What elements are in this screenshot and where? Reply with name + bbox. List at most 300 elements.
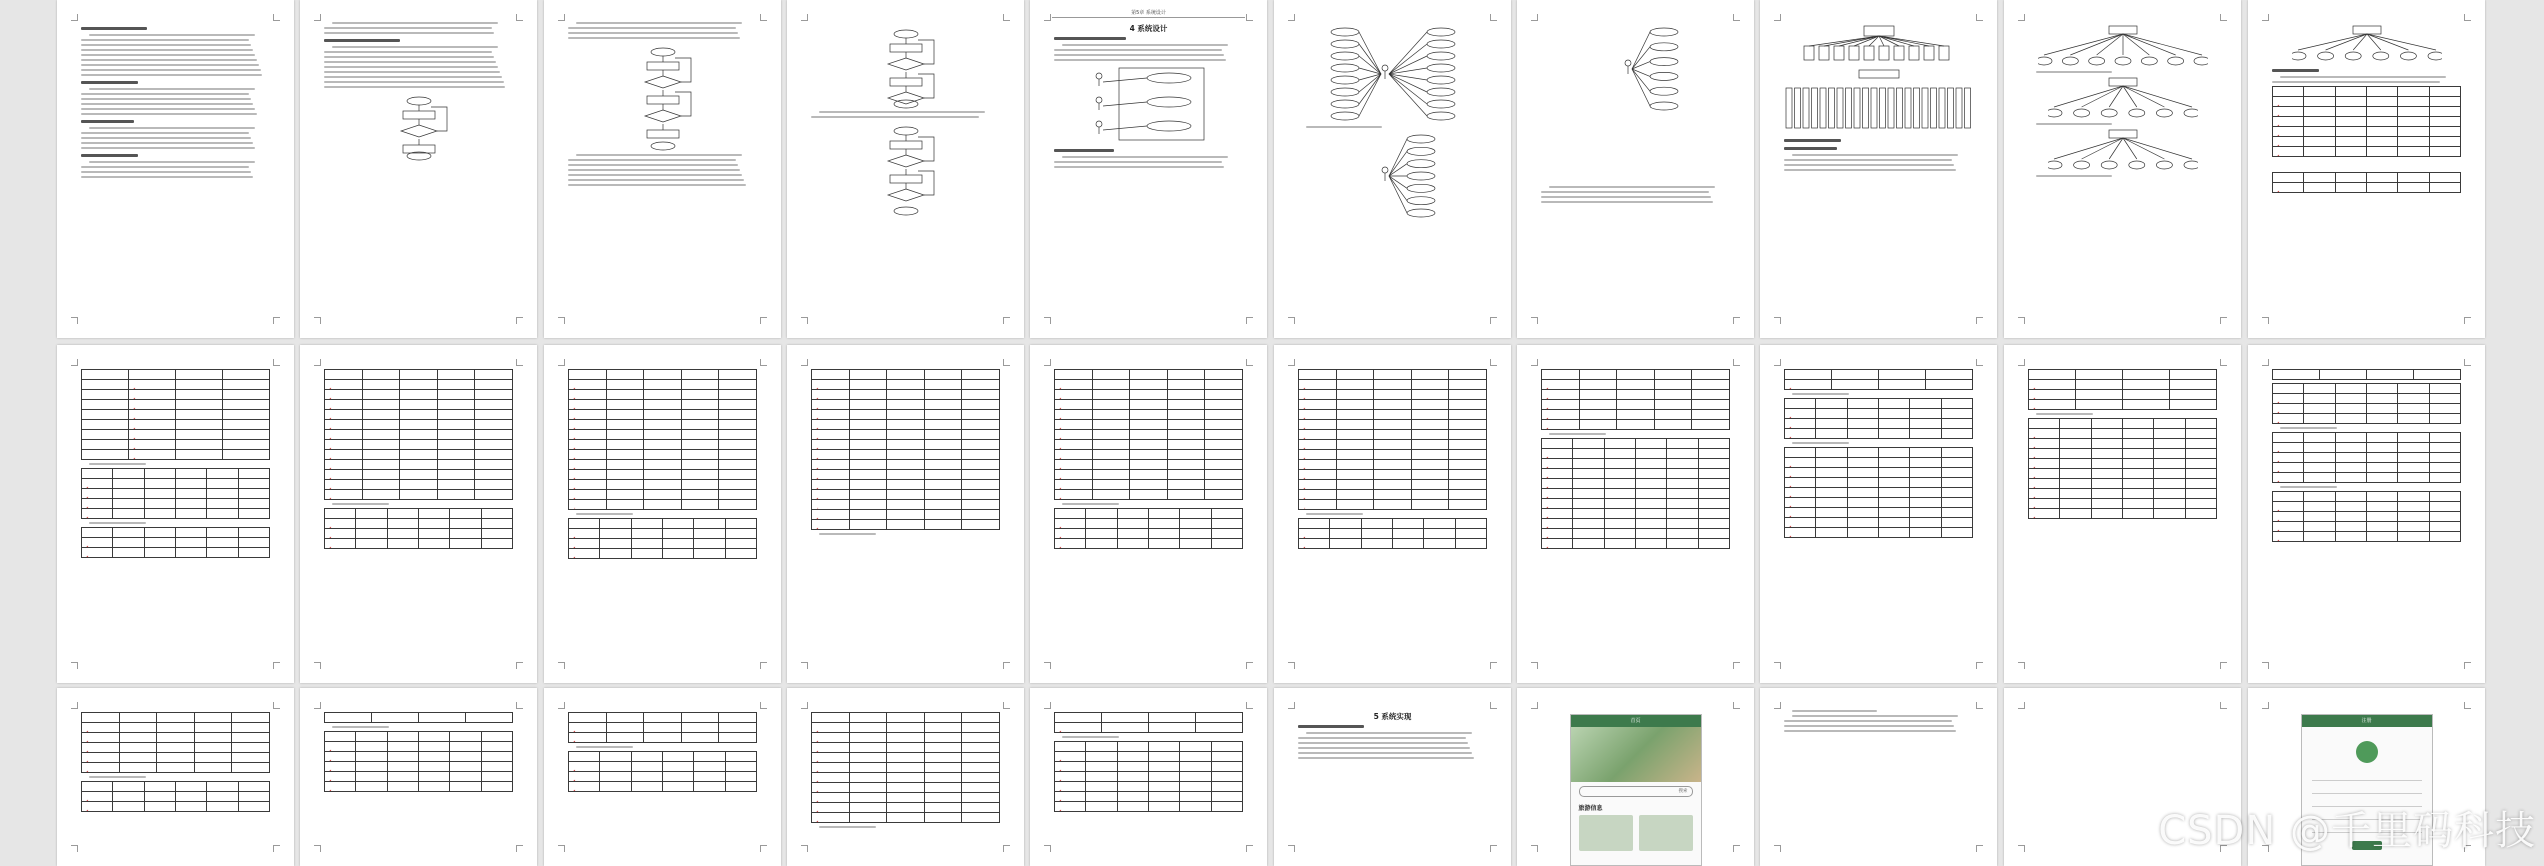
table-cell xyxy=(1604,449,1635,459)
table-cell xyxy=(1878,429,1909,439)
avatar[interactable] xyxy=(2356,741,2378,763)
table-cell xyxy=(662,539,693,549)
table-cell xyxy=(924,430,962,440)
table-row xyxy=(2273,512,2461,522)
table-cell xyxy=(144,792,175,802)
crop-mark xyxy=(273,317,280,324)
table-cell xyxy=(1816,478,1847,488)
table-cell xyxy=(1374,450,1412,460)
table-cell xyxy=(1130,390,1168,400)
crop-mark xyxy=(760,662,767,669)
table-cell xyxy=(606,500,644,510)
table-cell xyxy=(569,410,607,420)
table-row xyxy=(1299,519,1487,529)
table-cell xyxy=(1542,459,1573,469)
table-row xyxy=(812,723,1000,733)
crop-mark xyxy=(1490,317,1497,324)
table-cell xyxy=(1055,529,1086,539)
table-cell xyxy=(1816,399,1847,409)
table-cell xyxy=(2429,414,2460,424)
table-cell xyxy=(1130,440,1168,450)
table-row xyxy=(1055,782,1243,792)
table-cell xyxy=(1205,390,1243,400)
table-cell xyxy=(812,470,850,480)
table-cell xyxy=(2398,147,2429,157)
table-cell xyxy=(475,490,513,500)
table-cell xyxy=(325,782,356,792)
table-cell xyxy=(325,742,356,752)
table-cell xyxy=(2122,509,2153,519)
crop-mark xyxy=(1531,14,1538,21)
table-cell xyxy=(569,723,607,733)
table-cell xyxy=(232,743,270,753)
table-row xyxy=(1299,370,1487,380)
table-cell xyxy=(1205,430,1243,440)
table-cell xyxy=(725,529,756,539)
table-cell xyxy=(2429,443,2460,453)
table-cell xyxy=(1910,518,1941,528)
table-cell xyxy=(1055,460,1093,470)
table-cell xyxy=(481,539,512,549)
table-cell xyxy=(719,450,757,460)
table-cell xyxy=(887,813,925,823)
table-cell xyxy=(812,420,850,430)
text-line xyxy=(1062,44,1228,46)
text-line xyxy=(89,522,146,524)
table-cell xyxy=(849,763,887,773)
table-row xyxy=(82,370,270,380)
table-cell xyxy=(481,519,512,529)
table-cell xyxy=(2304,473,2335,483)
page-content xyxy=(324,22,513,320)
table-cell xyxy=(362,470,400,480)
table-cell xyxy=(606,713,644,723)
table-row xyxy=(325,420,513,430)
form-field[interactable] xyxy=(2312,771,2422,781)
table-cell xyxy=(2304,137,2335,147)
table-cell xyxy=(113,782,144,792)
table-cell xyxy=(223,390,270,400)
table-cell xyxy=(232,713,270,723)
table-cell xyxy=(606,390,644,400)
crop-mark xyxy=(1246,702,1253,709)
table-cell xyxy=(887,400,925,410)
table-row xyxy=(569,782,757,792)
text-line xyxy=(81,113,257,115)
table-cell xyxy=(812,380,850,390)
table-cell xyxy=(719,480,757,490)
table-cell xyxy=(2273,414,2304,424)
table-cell xyxy=(644,410,682,420)
table-cell xyxy=(2366,443,2397,453)
table-row xyxy=(812,490,1000,500)
table-cell xyxy=(1205,450,1243,460)
table-cell xyxy=(1785,429,1816,439)
table-row xyxy=(2273,463,2461,473)
table-cell xyxy=(82,548,113,558)
table-cell xyxy=(1211,792,1242,802)
text-line xyxy=(324,86,505,88)
crop-mark xyxy=(2464,359,2471,366)
table-cell xyxy=(372,713,419,723)
table-row xyxy=(1299,539,1487,549)
table-row xyxy=(325,370,513,380)
crop-mark xyxy=(1246,317,1253,324)
table-cell xyxy=(924,763,962,773)
table-cell xyxy=(1816,508,1847,518)
table-row xyxy=(1299,529,1487,539)
table-cell xyxy=(924,743,962,753)
table-cell xyxy=(2304,183,2335,193)
table-row xyxy=(1055,802,1243,812)
table-cell xyxy=(606,460,644,470)
document-page xyxy=(1517,0,1754,338)
table-row xyxy=(569,500,757,510)
table-cell xyxy=(1847,498,1878,508)
data-table xyxy=(1784,398,1973,439)
table-cell xyxy=(569,772,600,782)
table-row xyxy=(82,743,270,753)
table-row xyxy=(325,509,513,519)
table-cell xyxy=(1180,772,1211,782)
table-cell xyxy=(238,782,269,792)
table-cell xyxy=(1910,478,1941,488)
table-row xyxy=(1785,508,1973,518)
section-heading xyxy=(2272,69,2319,72)
text-line xyxy=(81,93,249,95)
table-cell xyxy=(1941,488,1972,498)
table-cell xyxy=(2076,390,2123,400)
table-row xyxy=(1055,460,1243,470)
table-cell xyxy=(1130,420,1168,430)
table-cell xyxy=(1411,380,1449,390)
text-line xyxy=(1792,710,1877,712)
table-cell xyxy=(2335,453,2366,463)
table-cell xyxy=(157,733,195,743)
table-cell xyxy=(1411,440,1449,450)
table-cell xyxy=(962,420,1000,430)
table-cell xyxy=(362,460,400,470)
table-cell xyxy=(569,782,600,792)
table-cell xyxy=(1785,478,1816,488)
table-cell xyxy=(2273,147,2304,157)
table-cell xyxy=(1411,460,1449,470)
table-row xyxy=(2273,137,2461,147)
text-line xyxy=(1306,732,1472,734)
table-cell xyxy=(1299,539,1330,549)
page-content xyxy=(81,710,270,848)
table-cell xyxy=(1573,509,1604,519)
table-cell xyxy=(481,772,512,782)
crop-mark xyxy=(1774,702,1781,709)
table-cell xyxy=(2335,404,2366,414)
table-cell xyxy=(1149,723,1196,733)
table-cell xyxy=(644,420,682,430)
table-cell xyxy=(1816,518,1847,528)
table-cell xyxy=(481,762,512,772)
data-table xyxy=(1054,508,1243,549)
table-cell xyxy=(2154,459,2185,469)
table-cell xyxy=(1205,470,1243,480)
section-label: 旅游信息 xyxy=(1578,805,1603,812)
table-row xyxy=(325,732,513,742)
table-cell xyxy=(437,460,475,470)
table-cell xyxy=(1579,420,1617,430)
page-content xyxy=(2028,22,2217,320)
table-cell xyxy=(325,450,363,460)
table-cell xyxy=(1910,508,1941,518)
table-cell xyxy=(887,420,925,430)
data-table xyxy=(2272,172,2461,193)
table-cell xyxy=(1336,390,1374,400)
table-cell xyxy=(1878,488,1909,498)
text-line xyxy=(568,169,740,171)
search-bar[interactable]: 搜索 xyxy=(1579,786,1693,797)
table-cell xyxy=(1635,469,1666,479)
crop-mark xyxy=(314,317,321,324)
table-row xyxy=(82,489,270,499)
table-cell xyxy=(887,460,925,470)
table-cell xyxy=(325,420,363,430)
table-cell xyxy=(1299,410,1337,420)
table-cell xyxy=(113,528,144,538)
table-cell xyxy=(2091,469,2122,479)
data-table xyxy=(81,468,270,519)
table-cell xyxy=(1698,489,1729,499)
data-table xyxy=(568,712,757,743)
table-cell xyxy=(400,430,438,440)
table-cell xyxy=(1573,539,1604,549)
table-cell xyxy=(362,440,400,450)
table-cell xyxy=(325,713,372,723)
table-cell xyxy=(1092,410,1130,420)
table-cell xyxy=(2398,117,2429,127)
table-row xyxy=(2273,394,2461,404)
table-cell xyxy=(2091,489,2122,499)
table-cell xyxy=(1374,370,1412,380)
table-cell xyxy=(1299,370,1337,380)
crop-mark xyxy=(1003,702,1010,709)
table-cell xyxy=(2154,469,2185,479)
table-cell xyxy=(1604,529,1635,539)
table-cell xyxy=(719,713,757,723)
form-field[interactable] xyxy=(2312,784,2422,794)
table-row xyxy=(569,450,757,460)
table-row xyxy=(325,772,513,782)
table-cell xyxy=(1667,439,1698,449)
page-content xyxy=(811,22,1000,320)
table-cell xyxy=(1148,762,1179,772)
text-line xyxy=(324,81,504,83)
table-cell xyxy=(681,450,719,460)
table-cell xyxy=(2398,443,2429,453)
table-cell xyxy=(144,538,175,548)
table-cell xyxy=(606,380,644,390)
table-cell xyxy=(1654,420,1692,430)
table-cell xyxy=(924,753,962,763)
table-cell xyxy=(82,763,120,773)
table-cell xyxy=(2154,419,2185,429)
table-cell xyxy=(437,480,475,490)
crop-mark xyxy=(71,14,78,21)
table-cell xyxy=(2366,453,2397,463)
table-cell xyxy=(1667,449,1698,459)
crop-mark xyxy=(2220,662,2227,669)
table-row xyxy=(1055,742,1243,752)
table-row xyxy=(1055,410,1243,420)
table-cell xyxy=(962,390,1000,400)
table-cell xyxy=(1785,468,1816,478)
table-cell xyxy=(1336,460,1374,470)
table-row xyxy=(569,772,757,782)
page-content xyxy=(1784,22,1973,320)
table-cell xyxy=(1449,500,1487,510)
text-line xyxy=(1298,747,1470,749)
table-cell xyxy=(681,480,719,490)
table-cell xyxy=(1449,470,1487,480)
crop-mark xyxy=(1044,845,1051,852)
table-cell xyxy=(175,792,206,802)
table-cell xyxy=(681,490,719,500)
table-cell xyxy=(1130,460,1168,470)
table-cell xyxy=(356,732,387,742)
table-cell xyxy=(157,713,195,723)
table-cell xyxy=(1361,529,1392,539)
table-cell xyxy=(1299,430,1337,440)
table-cell xyxy=(207,509,238,519)
table-cell xyxy=(1785,399,1816,409)
table-cell xyxy=(849,490,887,500)
table-cell xyxy=(2366,512,2397,522)
table-cell xyxy=(849,803,887,813)
table-cell xyxy=(1424,539,1455,549)
table-cell xyxy=(1542,489,1573,499)
table-cell xyxy=(2273,404,2304,414)
text-line xyxy=(324,76,502,78)
table-cell xyxy=(1573,489,1604,499)
text-line xyxy=(324,32,494,34)
info-card[interactable] xyxy=(1639,815,1693,851)
table-cell xyxy=(2366,137,2397,147)
table-cell xyxy=(1698,499,1729,509)
table-row xyxy=(2029,479,2217,489)
table-cell xyxy=(1878,399,1909,409)
table-cell xyxy=(1698,479,1729,489)
document-page xyxy=(1030,0,1267,338)
table-cell xyxy=(1411,400,1449,410)
text-line xyxy=(811,116,979,118)
table-cell xyxy=(1117,802,1148,812)
table-cell xyxy=(812,773,850,783)
crop-mark xyxy=(1976,845,1983,852)
table-cell xyxy=(849,500,887,510)
table-cell xyxy=(2029,439,2060,449)
table-cell xyxy=(719,380,757,390)
table-cell xyxy=(325,410,363,420)
table-cell xyxy=(1411,370,1449,380)
table-cell xyxy=(1336,400,1374,410)
table-cell xyxy=(1579,400,1617,410)
section-heading xyxy=(81,81,138,84)
text-line xyxy=(332,503,389,505)
table-cell xyxy=(2273,492,2304,502)
table-cell xyxy=(2273,512,2304,522)
crop-mark xyxy=(760,702,767,709)
table-cell xyxy=(1086,509,1117,519)
table-cell xyxy=(356,772,387,782)
table-cell xyxy=(232,733,270,743)
table-cell xyxy=(1542,479,1573,489)
table-cell xyxy=(129,380,176,390)
table-cell xyxy=(2273,384,2304,394)
table-cell xyxy=(812,450,850,460)
table-cell xyxy=(1299,380,1337,390)
table-cell xyxy=(2304,404,2335,414)
table-row xyxy=(2029,390,2217,400)
table-cell xyxy=(887,520,925,530)
table-cell xyxy=(1148,792,1179,802)
table-cell xyxy=(962,470,1000,480)
table-cell xyxy=(2060,479,2091,489)
table-cell xyxy=(238,802,269,812)
table-cell xyxy=(569,519,600,529)
table-cell xyxy=(1878,419,1909,429)
section-heading xyxy=(324,39,400,42)
table-cell xyxy=(2335,173,2366,183)
table-cell xyxy=(1149,713,1196,723)
table-cell xyxy=(1086,529,1117,539)
table-cell xyxy=(362,420,400,430)
table-cell xyxy=(887,713,925,723)
table-cell xyxy=(175,469,206,479)
data-table xyxy=(1784,447,1973,538)
table-cell xyxy=(1167,490,1205,500)
table-row xyxy=(569,470,757,480)
table-cell xyxy=(719,490,757,500)
table-cell xyxy=(475,430,513,440)
table-row xyxy=(2029,469,2217,479)
table-cell xyxy=(849,713,887,723)
info-card[interactable] xyxy=(1579,815,1633,851)
table-row xyxy=(569,410,757,420)
text-line xyxy=(81,59,257,61)
table-cell xyxy=(1878,508,1909,518)
crop-mark xyxy=(516,359,523,366)
table-cell xyxy=(924,793,962,803)
table-cell xyxy=(2304,107,2335,117)
table-cell xyxy=(2335,127,2366,137)
table-cell xyxy=(437,390,475,400)
table-cell xyxy=(887,753,925,763)
table-cell xyxy=(2029,499,2060,509)
table-row xyxy=(1055,400,1243,410)
table-row xyxy=(569,460,757,470)
table-cell xyxy=(1617,380,1655,390)
table-cell xyxy=(887,410,925,420)
table-cell xyxy=(887,450,925,460)
table-cell xyxy=(849,773,887,783)
table-cell xyxy=(1542,449,1573,459)
crop-mark xyxy=(2018,845,2025,852)
table-row xyxy=(1542,400,1730,410)
table-cell xyxy=(1910,498,1941,508)
table-cell xyxy=(1411,480,1449,490)
table-cell xyxy=(725,762,756,772)
table-row xyxy=(82,528,270,538)
text-line xyxy=(2272,81,2440,83)
table-cell xyxy=(475,400,513,410)
table-cell xyxy=(606,410,644,420)
